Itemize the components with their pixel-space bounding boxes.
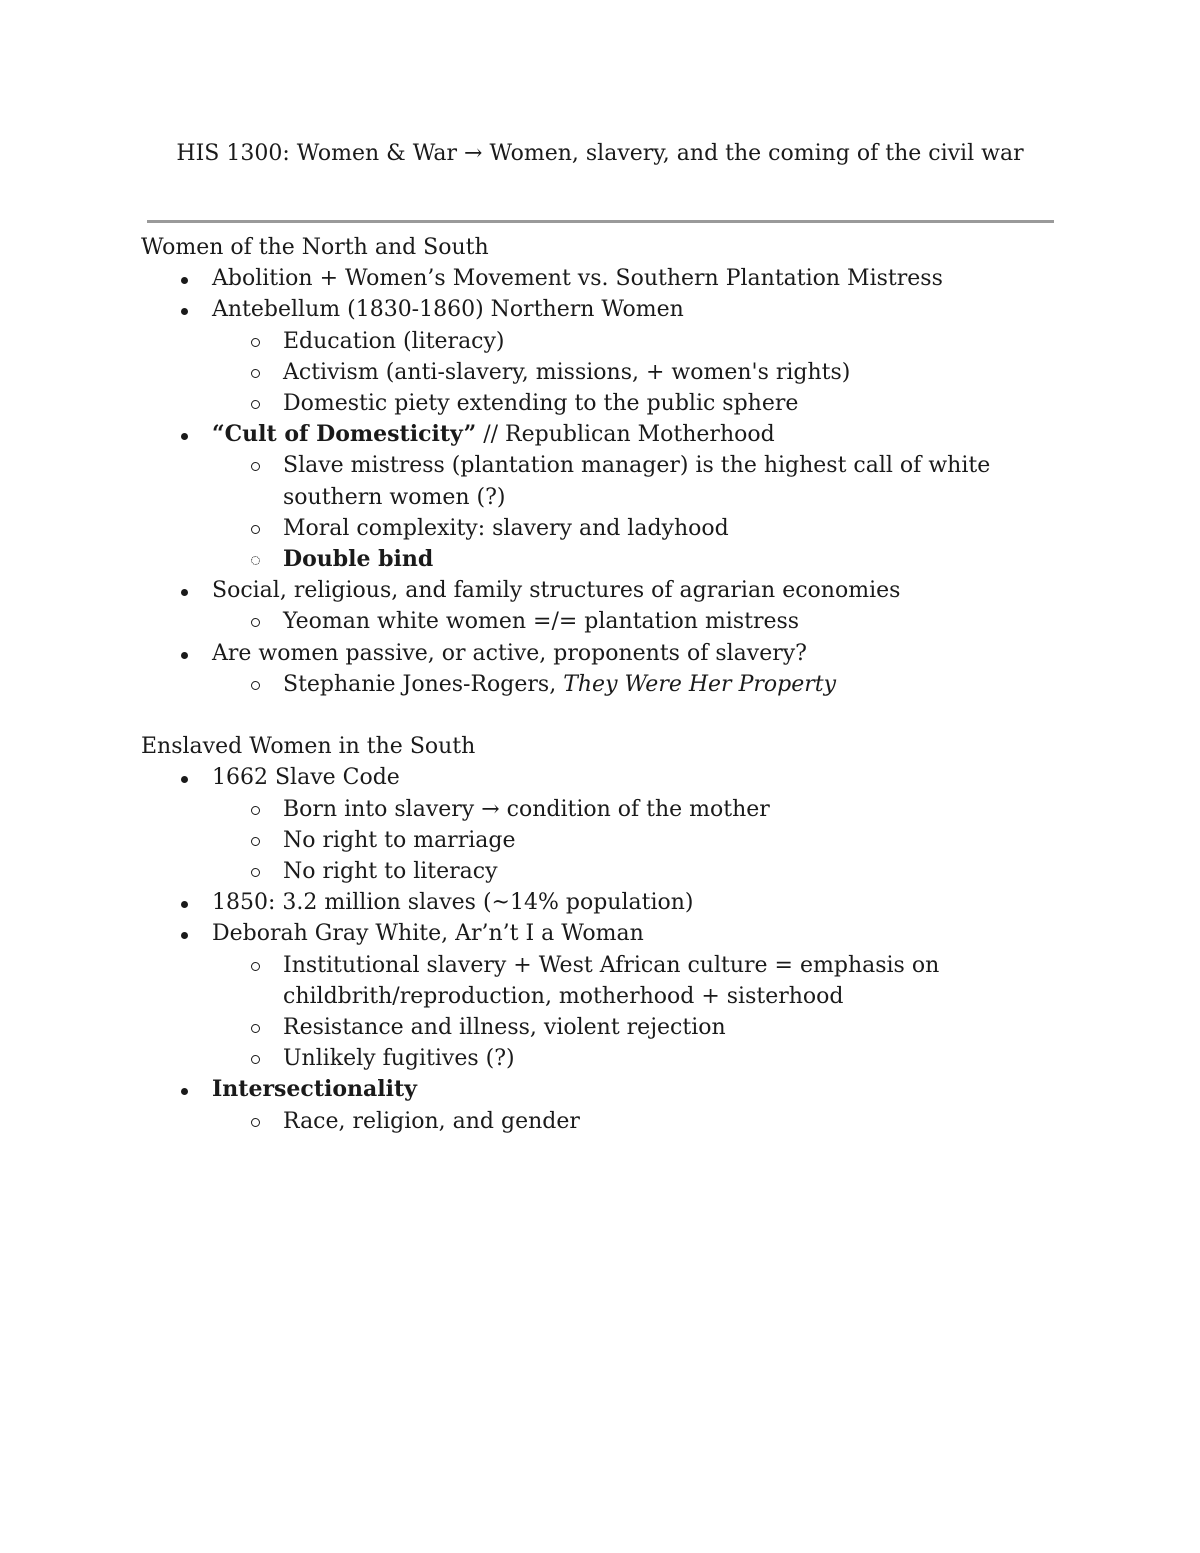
bullet-circle-icon	[248, 825, 262, 857]
sub-list-item	[141, 606, 1081, 637]
sub-list-item	[141, 950, 1073, 1012]
bullet-circle-icon	[248, 388, 262, 420]
bullet-disc-icon	[177, 918, 191, 949]
bullet-disc-icon	[177, 1074, 191, 1105]
bullet-circle-icon	[248, 1106, 262, 1138]
bullet-circle-icon	[248, 950, 262, 982]
book-title: They Were Her Property	[563, 671, 837, 697]
bullet-circle-icon	[248, 669, 262, 701]
bullet-circle-icon	[248, 326, 262, 358]
sub-list-item-bold-text: Double bind	[283, 546, 434, 573]
list-item	[141, 887, 1081, 918]
bullet-circle-icon	[248, 357, 262, 389]
bullet-circle-icon	[248, 450, 262, 482]
sub-list-item	[141, 388, 1081, 419]
bullet-circle-icon	[248, 1012, 262, 1044]
sub-list-item-text: Race, religion, and gender	[283, 1108, 580, 1134]
sub-list-item	[141, 357, 1081, 388]
sub-list-item-text: Domestic piety extending to the public sphere	[283, 391, 799, 417]
list-item-bold-text: Intersectionality	[212, 1076, 417, 1103]
sub-list-item-text: Activism (anti-slavery, missions, + women's rights)	[283, 359, 851, 385]
list-item	[141, 918, 1081, 949]
list-item-text: Social, religious, and family structures of agrarian economies	[212, 578, 901, 604]
bullet-circle-icon	[248, 606, 262, 638]
list-item	[141, 263, 1081, 294]
horizontal-rule	[147, 220, 1054, 223]
list-item	[141, 575, 1081, 606]
sub-list-item-text: Moral complexity: slavery and ladyhood	[283, 515, 729, 541]
sub-list-item	[141, 513, 1081, 544]
bullet-circle-icon	[248, 856, 262, 888]
list-item	[141, 419, 1081, 450]
list-item-text: Antebellum (1830-1860) Northern Women	[212, 297, 684, 323]
sub-list-item-text: Stephanie Jones-Rogers,	[283, 671, 564, 697]
list-item-text: // Republican Motherhood	[476, 422, 775, 448]
sub-list-item-text: Unlikely fugitives (?)	[283, 1046, 515, 1072]
list-item-text: 1662 Slave Code	[212, 765, 400, 791]
sub-list-item-text: Education (literacy)	[283, 328, 505, 354]
sub-list-item-text: No right to marriage	[283, 827, 516, 853]
sub-list-item-text: Institutional slavery + West African culture = emphasis on childbrith/reproduction, motherhood + sisterhood	[283, 952, 940, 1009]
sub-list-item-text: Born into slavery → condition of the mother	[283, 796, 770, 822]
sub-list-item	[141, 544, 1081, 575]
bullet-disc-icon	[177, 294, 191, 325]
sub-list-item	[141, 1043, 1081, 1074]
list-item-text: Deborah Gray White, Ar’n’t I a Woman	[212, 921, 644, 947]
sub-list-item-text: No right to literacy	[283, 859, 498, 885]
sub-list-item	[141, 1012, 1081, 1043]
bullet-circle-icon	[248, 544, 262, 576]
bullet-disc-icon	[177, 638, 191, 669]
bullet-circle-icon	[248, 794, 262, 826]
sub-list-item	[141, 326, 1081, 357]
sub-list-item	[141, 825, 1081, 856]
sub-list-item-text: Resistance and illness, violent rejection	[283, 1015, 726, 1041]
document-title: HIS 1300: Women & War → Women, slavery, and the coming of the civil war	[176, 141, 1024, 166]
sub-list-item	[141, 1106, 1081, 1137]
list-item	[141, 762, 1081, 793]
bullet-disc-icon	[177, 419, 191, 450]
sub-list-item	[141, 669, 1081, 700]
list-item-text: 1850: 3.2 million slaves (~14% population)	[212, 890, 694, 916]
list-item	[141, 638, 1081, 669]
blank-line	[141, 700, 1081, 731]
bullet-disc-icon	[177, 762, 191, 793]
list-item	[141, 1074, 1081, 1105]
bullet-disc-icon	[177, 887, 191, 918]
bullet-circle-icon	[248, 1043, 262, 1075]
document-body	[141, 232, 1081, 1137]
bullet-circle-icon	[248, 513, 262, 545]
list-item-bold-text: “Cult of Domesticity”	[212, 421, 477, 448]
sub-list-item	[141, 794, 1081, 825]
sub-list-item-text: Yeoman white women =/= plantation mistress	[283, 609, 800, 635]
sub-list-item	[141, 450, 1073, 512]
list-item-text: Abolition + Women’s Movement vs. Southern Plantation Mistress	[212, 266, 943, 292]
section-heading: Women of the North and South	[141, 235, 489, 260]
list-item	[141, 294, 1081, 325]
list-item-text: Are women passive, or active, proponents of slavery?	[212, 640, 807, 666]
bullet-disc-icon	[177, 263, 191, 294]
bullet-disc-icon	[177, 575, 191, 606]
sub-list-item	[141, 856, 1081, 887]
sub-list-item-text: Slave mistress (plantation manager) is the highest call of white southern women (?)	[283, 453, 991, 510]
section-heading: Enslaved Women in the South	[141, 734, 476, 760]
